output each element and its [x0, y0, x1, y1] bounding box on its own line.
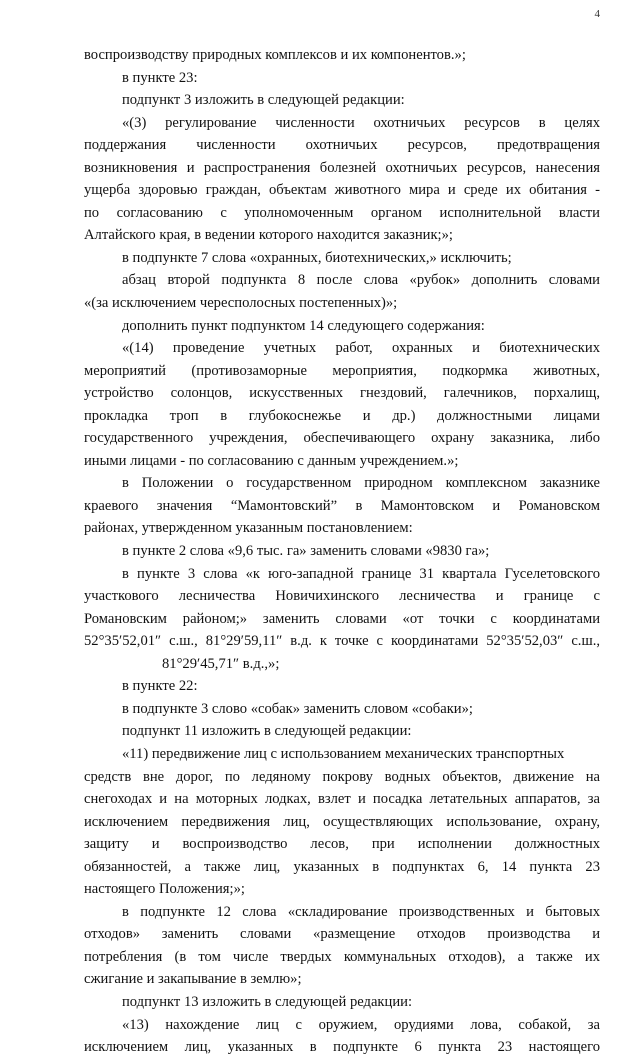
text-line: подпункт 11 изложить в следующей редакции:: [122, 723, 412, 740]
text-line: отходов» заменить словами «размещение отходов производства и: [84, 926, 600, 943]
text-line: районах, утвержденном указанным постановлением:: [84, 520, 413, 537]
text-line: потребления (в том числе твердых коммунальных отходов), а также их: [84, 948, 600, 965]
text-line: участкового лесничества Новичихинского лесничества и границе с: [84, 588, 600, 605]
text-line: «(за исключением чересполосных постепенных)»;: [84, 295, 398, 312]
page-number: 4: [594, 8, 600, 20]
text-line: в пункте 22:: [122, 678, 198, 695]
text-line: в пункте 2 слова «9,6 тыс. га» заменить словами «9830 га»;: [122, 543, 490, 560]
text-line: государственного учреждения, обеспечивающего охрану заказника, либо: [84, 430, 600, 447]
text-line: в подпункте 3 слово «собак» заменить словом «собаки»;: [122, 700, 473, 717]
text-line: 52°35′52,01″ с.ш., 81°29′59,11″ в.д. к точке с координатами 52°35′52,03″ с.ш.,: [84, 633, 600, 650]
document-body: [84, 44, 600, 1059]
text-line: подпункт 3 изложить в следующей редакции:: [122, 92, 405, 109]
text-line: мероприятий (противозаморные мероприятия, подкормка животных,: [84, 362, 600, 379]
text-line: 81°29′45,71″ в.д.,»;: [162, 655, 280, 672]
text-line: в Положении о государственном природном комплексном заказнике: [122, 475, 600, 492]
text-line: защиту и воспроизводство лесов, при исполнении должностных: [84, 836, 600, 853]
text-line: по согласованию с уполномоченным органом исполнительной власти: [84, 204, 600, 221]
text-line: исключением передвижения лиц, осуществляющих использование, охрану,: [84, 813, 600, 830]
text-line: «11) передвижение лиц с использованием механических транспортных: [122, 745, 565, 762]
text-line: в подпункте 12 слова «складирование производственных и бытовых: [122, 903, 600, 920]
text-line: краевого значения “Мамонтовский” в Мамонтовском и Романовском: [84, 497, 600, 514]
text-line: исключением лиц, указанных в подпункте 6 пункта 23 настоящего: [84, 1039, 600, 1056]
text-line: настоящего Положения;»;: [84, 881, 245, 898]
text-line: Алтайского края, в ведении которого находится заказник;»;: [84, 227, 453, 244]
text-line: устройство солонцов, искусственных гнездовий, галечников, порхалищ,: [84, 385, 600, 402]
text-line: воспроизводству природных комплексов и их компонентов.»;: [84, 47, 466, 63]
text-line: ущерба здоровью граждан, объектам животного мира и среде их обитания -: [84, 182, 600, 199]
text-line: подпункт 13 изложить в следующей редакции:: [122, 993, 413, 1010]
text-line: «13) нахождение лиц с оружием, орудиями лова, собакой, за: [122, 1016, 600, 1033]
text-line: абзац второй подпункта 8 после слова «рубок» дополнить словами: [122, 272, 600, 289]
text-line: снегоходах и на моторных лодках, взлет и посадка летательных аппаратов, за: [84, 791, 600, 808]
text-line: в пункте 23:: [122, 69, 198, 86]
text-line: иными лицами - по согласованию с данным учреждением.»;: [84, 452, 459, 469]
text-line: сжигание и закапывание в землю»;: [84, 971, 302, 988]
text-line: возникновения и распространения болезней охотничьих ресурсов, нанесения: [84, 159, 600, 176]
text-line: «(14) проведение учетных работ, охранных и биотехнических: [122, 340, 600, 357]
text-line: прокладка троп в глубокоснежье и др.) должностными лицами: [84, 407, 600, 424]
text-line: в подпункте 7 слова «охранных, биотехнических,» исключить;: [122, 249, 512, 266]
text-line: обязанностей, а также лиц, указанных в подпунктах 6, 14 пункта 23: [84, 858, 600, 875]
text-line: дополнить пункт подпунктом 14 следующего содержания:: [122, 317, 485, 334]
text-line: поддержания численности охотничьих ресурсов, предотвращения: [84, 137, 600, 154]
text-line: Романовским районом;» заменить словами «от точки с координатами: [84, 610, 600, 627]
text-line: в пункте 3 слова «к юго-западной границе 31 квартала Гуселетовского: [122, 565, 600, 582]
text-line: «(3) регулирование численности охотничьих ресурсов в целях: [122, 114, 600, 131]
text-line: средств вне дорог, по ледяному покрову водных объектов, движение на: [84, 768, 600, 785]
